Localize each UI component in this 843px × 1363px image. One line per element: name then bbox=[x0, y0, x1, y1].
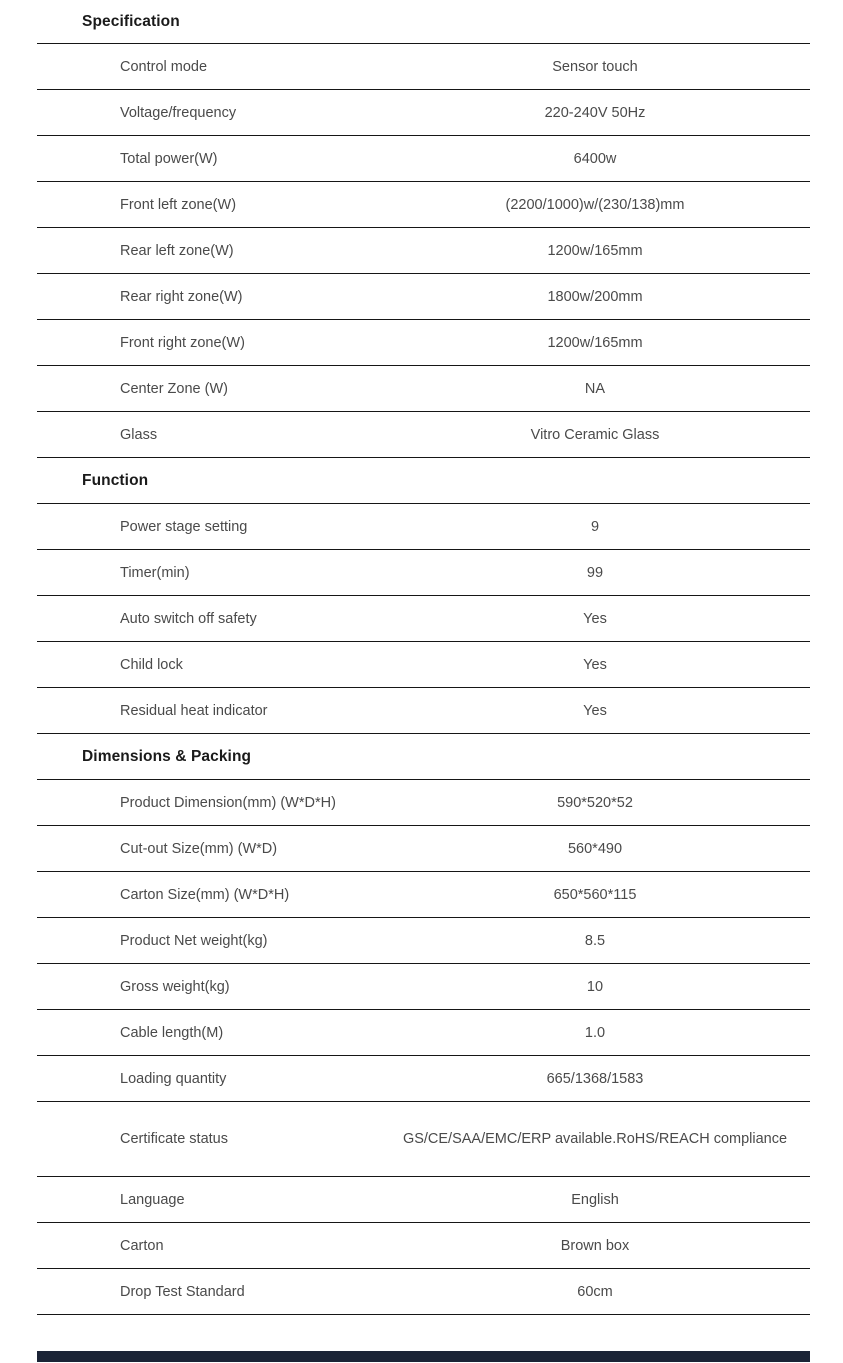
row-label: Voltage/frequency bbox=[120, 104, 237, 121]
row-label: Residual heat indicator bbox=[120, 702, 268, 719]
row-label: Control mode bbox=[120, 58, 208, 75]
section-title: Specification bbox=[82, 12, 180, 30]
row-label: Language bbox=[120, 1191, 185, 1208]
row-value: 60cm bbox=[577, 1283, 613, 1300]
row-value: (2200/1000)w/(230/138)mm bbox=[505, 196, 685, 213]
spec-row-cut-out-size-mm-w-d bbox=[37, 826, 810, 872]
row-label: Product Dimension(mm) (W*D*H) bbox=[120, 794, 336, 811]
row-value: 650*560*115 bbox=[553, 886, 637, 903]
row-label: Child lock bbox=[120, 656, 183, 673]
spec-row-drop-test-standard bbox=[37, 1269, 810, 1315]
row-label: Gross weight(kg) bbox=[120, 978, 230, 995]
spec-row-carton bbox=[37, 1223, 810, 1269]
footer-bar bbox=[37, 1351, 810, 1362]
row-value: NA bbox=[584, 380, 606, 397]
row-label: Center Zone (W) bbox=[120, 380, 228, 397]
spec-row-front-left-zone-w bbox=[37, 182, 810, 228]
row-value: 8.5 bbox=[584, 932, 606, 949]
spec-row-language bbox=[37, 1177, 810, 1223]
spec-row-child-lock bbox=[37, 642, 810, 688]
spec-row-voltage-frequency bbox=[37, 90, 810, 136]
row-label: Rear right zone(W) bbox=[120, 288, 243, 305]
spec-row-power-stage-setting bbox=[37, 504, 810, 550]
spec-row-residual-heat-indicator bbox=[37, 688, 810, 734]
spec-row-control-mode bbox=[37, 44, 810, 90]
row-value: Sensor touch bbox=[552, 58, 638, 75]
spec-row-certificate-status bbox=[37, 1102, 810, 1177]
row-label: Auto switch off safety bbox=[120, 610, 257, 627]
row-value: Brown box bbox=[560, 1237, 630, 1254]
spec-sheet bbox=[37, 0, 810, 1315]
row-label: Drop Test Standard bbox=[120, 1283, 245, 1300]
spec-row-center-zone-w bbox=[37, 366, 810, 412]
row-label: Front right zone(W) bbox=[120, 334, 245, 351]
section-heading-specification bbox=[37, 0, 810, 44]
row-label: Glass bbox=[120, 426, 158, 443]
row-value: 1200w/165mm bbox=[547, 242, 643, 259]
spec-row-glass bbox=[37, 412, 810, 458]
row-value: 6400w bbox=[573, 150, 617, 167]
spec-row-product-net-weight-kg bbox=[37, 918, 810, 964]
row-value: Vitro Ceramic Glass bbox=[530, 426, 660, 443]
row-label: Total power(W) bbox=[120, 150, 218, 167]
row-value: 9 bbox=[590, 518, 600, 535]
row-value: 1.0 bbox=[584, 1024, 606, 1041]
row-label: Carton bbox=[120, 1237, 164, 1254]
row-label: Power stage setting bbox=[120, 518, 248, 535]
row-value: 590*520*52 bbox=[557, 794, 633, 811]
spec-row-timer-min bbox=[37, 550, 810, 596]
spec-row-cable-length-m bbox=[37, 1010, 810, 1056]
row-value: English bbox=[571, 1191, 619, 1208]
row-value: Yes bbox=[583, 656, 607, 673]
row-label: Cut-out Size(mm) (W*D) bbox=[120, 840, 278, 857]
row-label: Loading quantity bbox=[120, 1070, 227, 1087]
spec-row-product-dimension-mm-w-d-h bbox=[37, 780, 810, 826]
row-label: Cable length(M) bbox=[120, 1024, 224, 1041]
row-value: Yes bbox=[583, 610, 607, 627]
spec-row-carton-size-mm-w-d-h bbox=[37, 872, 810, 918]
section-heading-dimensions-packing bbox=[37, 734, 810, 780]
section-title: Dimensions & Packing bbox=[82, 747, 252, 765]
row-label: Product Net weight(kg) bbox=[120, 932, 268, 949]
spec-row-total-power-w bbox=[37, 136, 810, 182]
spec-row-front-right-zone-w bbox=[37, 320, 810, 366]
row-value: 220-240V 50Hz bbox=[544, 104, 646, 121]
spec-row-rear-left-zone-w bbox=[37, 228, 810, 274]
row-value: 560*490 bbox=[567, 840, 623, 857]
row-value: 10 bbox=[586, 978, 604, 995]
spec-row-rear-right-zone-w bbox=[37, 274, 810, 320]
row-label: Carton Size(mm) (W*D*H) bbox=[120, 886, 290, 903]
spec-row-gross-weight-kg bbox=[37, 964, 810, 1010]
row-label: Certificate status bbox=[120, 1131, 228, 1147]
row-value: GS/CE/SAA/EMC/ERP available.RoHS/REACH compliance bbox=[402, 1131, 788, 1147]
section-heading-function bbox=[37, 458, 810, 504]
row-label: Front left zone(W) bbox=[120, 196, 237, 213]
row-value: 99 bbox=[586, 564, 604, 581]
row-value: Yes bbox=[583, 702, 607, 719]
row-value: 665/1368/1583 bbox=[546, 1070, 644, 1087]
row-label: Rear left zone(W) bbox=[120, 242, 234, 259]
spec-row-loading-quantity bbox=[37, 1056, 810, 1102]
row-value: 1200w/165mm bbox=[547, 334, 643, 351]
row-value: 1800w/200mm bbox=[547, 288, 643, 305]
spec-row-auto-switch-off-safety bbox=[37, 596, 810, 642]
row-label: Timer(min) bbox=[120, 564, 190, 581]
section-title: Function bbox=[82, 471, 149, 489]
